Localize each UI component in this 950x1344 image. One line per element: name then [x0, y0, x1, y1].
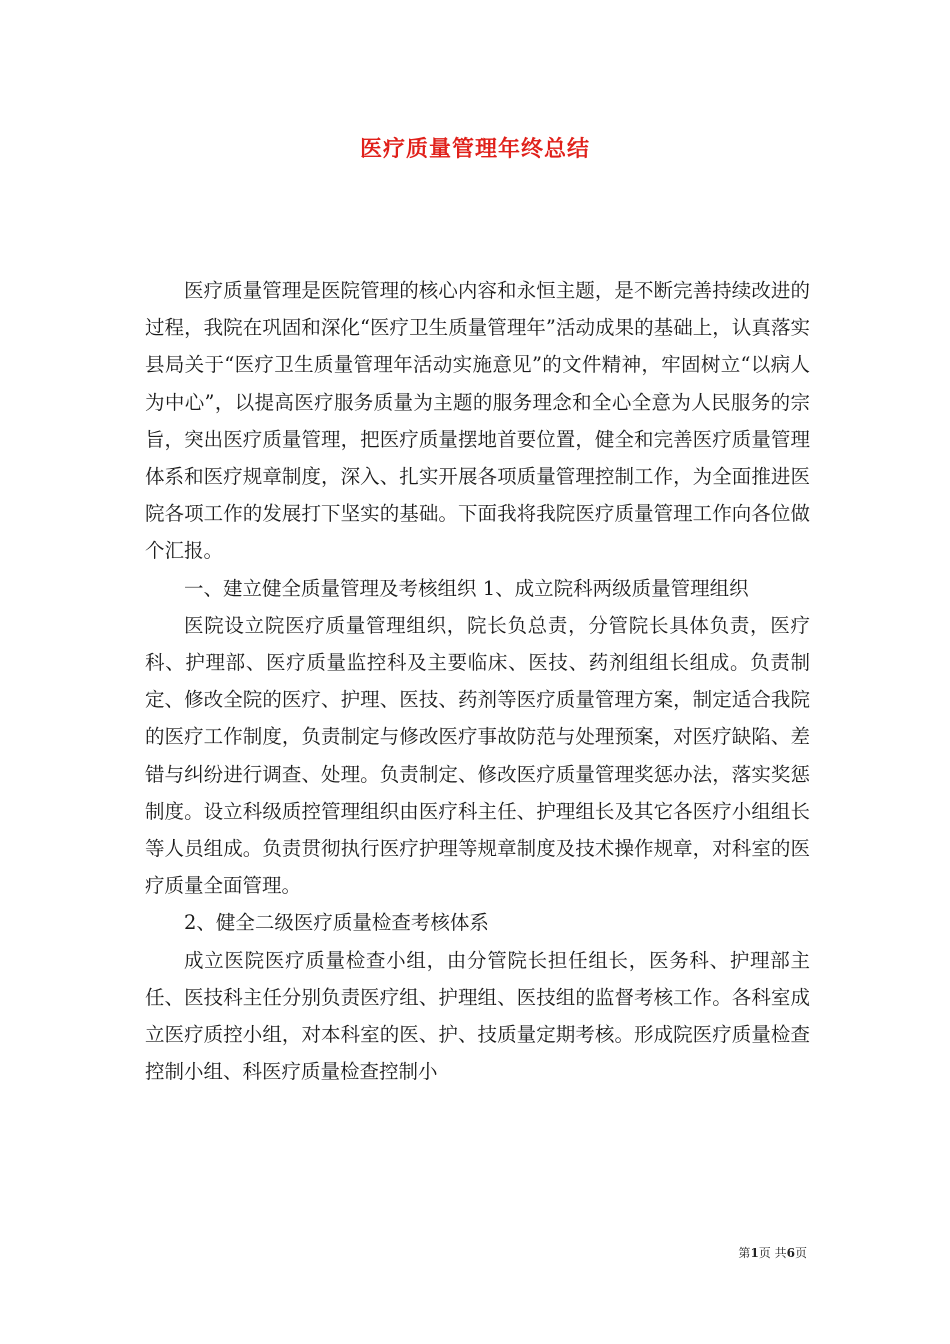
page-title: 医疗质量管理年终总结	[359, 136, 590, 162]
footer-current-page: 1	[750, 1246, 759, 1260]
footer-suffix: 页	[794, 1246, 807, 1260]
footer-prefix: 第	[738, 1246, 751, 1260]
document-body	[145, 272, 810, 1090]
paragraph-organization: 医院设立院医疗质量管理组织，院长负总责，分管院长具体负责，医疗科、护理部、医疗质量监控科及主要临床、医技、药剂组组长组成。负责制定、修改全院的医疗、护理、医技、药剂等医疗质量管理方案，制定适合我院的医疗工作制度，负责制定与修改医疗事故防范与处理预案，对医疗缺陷、差错与纠纷进行调查、处理。负责制定、修改医疗质量管理奖惩办法，落实奖惩制度。设立科级质控管理组织由医疗科主任、护理组长及其它各医疗小组组长等人员组成。负责贯彻执行医疗护理等规章制度及技术操作规章，对科室的医疗质量全面管理。	[145, 613, 810, 898]
page-footer	[738, 1244, 807, 1261]
footer-total-pages: 6	[786, 1246, 795, 1260]
paragraph-inspection: 成立医院医疗质量检查小组，由分管院长担任组长，医务科、护理部主任、医技科主任分别负责医疗组、护理组、医技组的监督考核工作。各科室成立医疗质控小组，对本科室的医、护、技质量定期考核。形成院医疗质量检查控制小组、科医疗质量检查控制小	[145, 948, 810, 1084]
section-heading-2: 2、健全二级医疗质量检查考核体系	[184, 911, 489, 935]
section-heading-1: 一、建立健全质量管理及考核组织 1、成立院科两级质量管理组织	[184, 576, 749, 600]
footer-middle: 页 共	[758, 1246, 787, 1260]
paragraph-intro: 医疗质量管理是医院管理的核心内容和永恒主题，是不断完善持续改进的过程，我院在巩固和深化“医疗卫生质量管理年”活动成果的基础上，认真落实县局关于“医疗卫生质量管理年活动实施意见”的文件精神，牢固树立“以病人为中心”，以提高医疗服务质量为主题的服务理念和全心全意为人民服务的宗旨，突出医疗质量管理，把医疗质量摆地首要位置，健全和完善医疗质量管理体系和医疗规章制度，深入、扎实开展各项质量管理控制工作，为全面推进医院各项工作的发展打下坚实的基础。下面我将我院医疗质量管理工作向各位做个汇报。	[145, 279, 810, 563]
